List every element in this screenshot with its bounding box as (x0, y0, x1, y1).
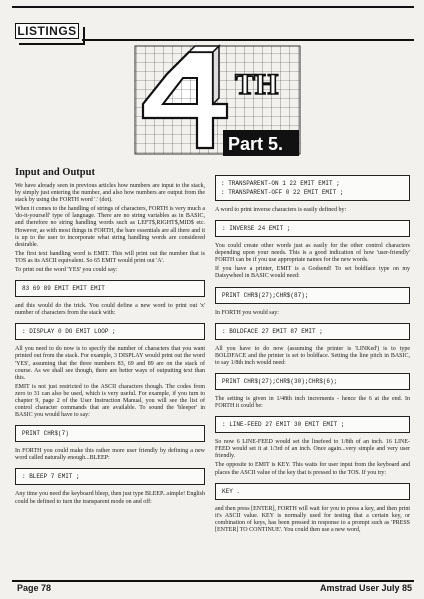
left-column (15, 167, 205, 508)
right-column (215, 175, 410, 536)
code-box: : DISPLAY 0 DO EMIT LOOP ; (15, 323, 205, 340)
paragraph: and then press [ENTER], FORTH will wait for you to press a key, and then print it's ASCII value. KEY is normally used for testing that a certain key, or combination of keys, has been pressed in response to a prompt such as 'PRESS [ENTER] TO CONTINUE'. You could then use a new word, (215, 505, 410, 533)
top-rule (12, 6, 414, 8)
paragraph: If you have a printer, EMIT is a Godsend! To set boldface type on my Daisywheel in BASIC would need: (215, 266, 410, 280)
paragraph: All you have to do now (assuming the printer is 'LINKed') is to type BOLDFACE and the printer is set to boldface. Setting the line pitch in BASIC, to say 1/8th inch would need: (215, 345, 410, 366)
article-heading: Input and Output (15, 167, 95, 178)
code-box: PRINT CHR$(27);CHR$(30);CHR$(6); (215, 373, 410, 390)
code-box: : LINE-FEED 27 EMIT 30 EMIT EMIT ; (215, 416, 410, 433)
paragraph: All you need to do now is to specify the number of characters that you want printed out from the stack. For example, 3 DISPLAY would print out the word 'YES', assuming that the three numbers 83, 69 and 89 are on the stack of course. As we shall see though, there are better ways of outputting text than this. (15, 346, 205, 381)
paragraph: Any time you need the keyboard bleep, then just type BLEEP...simple! English could be defined to turn the transparent mode on and off: (15, 491, 205, 505)
paragraph: The first text handling word is EMIT. This will print out the number that is TOS as its ASCII equivalent. So 65 EMIT would print out 'A'. (15, 250, 205, 264)
footer-rule (12, 580, 414, 582)
code-box: : INVERSE 24 EMIT ; (215, 220, 410, 237)
magazine-issue: Amstrad User July 85 (319, 583, 412, 593)
section-tag: LISTINGS (15, 23, 79, 39)
paragraph: When it comes to the handling of strings of characters, FORTH is very much a 'do-it-yourself' type of language. There are no string variables as in BASIC, and therefore no string handling words such as LEFT$,RIGHT$,MID$ etc. However, as with most things in FORTH, the bare essentials are all there and it is up to the user to incorporate what string handling words are considered desirable. (15, 206, 205, 248)
paragraph: You could create other words just as easily for the other control characters depending upon your needs. This is a good indication of how 'user-friendly' FORTH can be if you use appropriate names for the new words. (215, 243, 410, 264)
paragraph: We have already seen in previous articles how numbers are input to the stack, by simply just entering the number, and also how numbers are output from the stack by using the FORTH word '.' (dot). (15, 183, 205, 204)
code-box: KEY . (215, 483, 410, 500)
paragraph: To print out the word 'YES' you could say: (15, 267, 118, 274)
paragraph: So now 6 LINE-FEED would set the linefeed to 1/8th of an inch. 16 LINE-FEED would set it at 1/3rd of an inch. Once again...very simple and very user friendly. (215, 439, 410, 460)
code-box: PRINT CHR$(27);CHR$(87); (215, 287, 410, 304)
page-number: Page 78 (17, 583, 52, 593)
paragraph: The setting is given in 1/48th inch increments - hence the 6 at the end. In FORTH it could be: (215, 395, 410, 410)
paragraph: and this would do the trick. You could define a new word to print out 'x' number of characters from the stack with: (15, 303, 205, 317)
code-box: : TRANSPARENT-ON 1 22 EMIT EMIT ; : TRANSPARENT-OFF 0 22 EMIT EMIT ; (215, 175, 410, 201)
code-box: PRINT CHR$(7) (15, 425, 205, 442)
code-box: 83 69 89 EMIT EMIT EMIT (15, 280, 205, 297)
paragraph: In FORTH you could make this rather more user friendly by defining a new word called naturally enough...BLEEP: (15, 448, 205, 462)
paragraph: The opposite to EMIT is KEY. This waits for user input from the keyboard and places the ASCII value of the key that is pressed to the TOS. If you try: (215, 462, 410, 476)
code-box: : BLEEP 7 EMIT ; (15, 468, 205, 485)
logo-part: Part 5. (228, 134, 284, 154)
paragraph: In FORTH you would say: (215, 309, 279, 316)
logo-th: TH (235, 68, 279, 101)
header-rule (82, 39, 414, 41)
code-box: : BOLDFACE 27 EMIT 87 EMIT ; (215, 323, 410, 340)
paragraph: A word to print inverse characters is easily defined by: (215, 207, 347, 213)
fourth-logo (127, 44, 307, 166)
paragraph: EMIT is not just restricted to the ASCII characters though. The codes from zero to 31 can also be used, which is very useful. For example, if you turn to chapter 9, page 2 of the User Instruction Manual, you will see the list of control character commands that are available. To sound the 'bleeper' in BASIC you would have to say: (15, 383, 205, 419)
